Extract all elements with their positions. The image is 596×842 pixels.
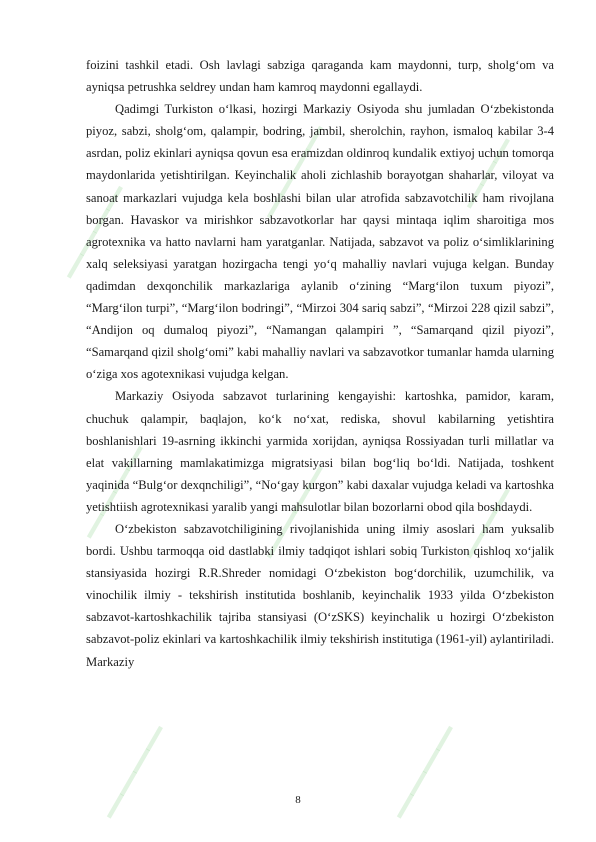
- paragraph-2: Qadimgi Turkiston o‘lkasi, hozirgi Markaziy Osiyoda shu jumladan O‘zbekistonda piyoz, sabzi, sholg‘om, qalampir, bodring, jambil, sherolchin, rayhon, ismaloq kabilar 3-4 asrdan, poliz ekinlari ayniqsa qovun esa eramizdan oldinroq kundalik extiyoj uchun tomorqa maydonlarida yetishtirilgan. Keyinchalik aholi zichlashib borayotgan shaharlar, viloyat va sanoat markazlari vujudga kela boshlashi bilan ular atrofida sabzavotchilik ham rivojlana borgan. Havaskor va mirishkor sabzavotkorlar har qaysi mintaqa iqlim sharoitiga mos agrotexnika va hatto navlarni ham yaratganlar. Natijada, sabzavot va poliz o‘simliklarining xalq seleksiyasi yaratgan hozirgacha tengi yo‘q mahalliy navlari vujuga kelgan. Bunday qadimdan dexqonchilik markazlariga aylanib o‘zining “Marg‘ilon tuxum piyozi”, “Marg‘ilon turpi”, “Marg‘ilon bodringi”, “Mirzoi 304 sariq sabzi”, “Mirzoi 228 qizil sabzi”, “Andijon oq dumaloq piyozi”, “Namangan qalampiri ”, “Samarqand qizil piyozi”, “Samarqand qizil sholg‘omi” kabi mahalliy navlari va sabzavotkor tumanlar hamda ularning o‘ziga xos agotexnikasi vujudga kelgan.: [86, 102, 554, 382]
- watermark-logo: ⎯⎯⎯: [440, 122, 530, 219]
- watermark-logo: ⎯⎯⎯⎯: [370, 709, 473, 829]
- paragraph-3: Markaziy Osiyoda sabzavot turlarining kengayishi: kartoshka, pamidor, karam, chuchuk qalampir, baqlajon, ko‘k no‘xat, rediska, shovul kabilarning yetishtira boshlanishlari 19-asrning ikkinchi yarmida xorijdan, ayniqsa Rossiyadan turli millatlar va elat vakillarning mamlakatimizga migratsiyasi bilan bog‘liq bo‘ldi. Natijada, toshkent yaqinida “Bulg‘or dexqnchiligi”, “No‘gay kurgon” kabi daxalar vujudga keladi va kartoshka yetishtiish agrotexnikasi yaralib yangi mahsulotlar bilan bozorlarni obod qila boshdaydi.: [86, 389, 554, 514]
- watermark-logo: ⎯⎯⎯⎯: [240, 449, 343, 569]
- watermark-logo: ⎯⎯⎯⎯: [240, 109, 343, 229]
- document-body: [86, 54, 554, 673]
- watermark-logo: ⎯⎯⎯⎯: [80, 709, 183, 829]
- paragraph-4: O‘zbekiston sabzavotchiligining rivojlanishida uning ilmiy asoslari ham yuksalib bordi. Ushbu tarmoqqa oid dastlabki ilmiy tadqiqot ishlari sobiq Turkiston qishloq xo‘jalik stansiyasida hozirgi R.R.Shreder nomidagi O‘zbekiston bog‘dorchilik, uzumchilik, va vinochilik ilmiy - tekshirish institutida boshlanib, keyinchalik 1933 yilda O‘zbekiston sabzavot-kartoshkachilik tajriba stansiyasi (O‘zSKS) keyinchalik u hozirgi O‘zbekiston sabzavot-poliz ekinlari va kartoshkachilik ilmiy tekshirish institutiga (1961-yil) aylantiriladi. Markaziy: [86, 521, 554, 669]
- paragraph-1: foizini tashkil etadi. Osh lavlagi sabziga qaraganda kam maydonni, turp, sholg‘om va ayniqsa petrushka seldrey undan ham kamroq maydonni egallaydi.: [86, 58, 554, 95]
- watermark-logo: ⎯⎯⎯⎯: [40, 169, 143, 289]
- watermark-logo: ⎯⎯⎯⎯: [60, 429, 163, 549]
- page-number: 8: [295, 794, 301, 806]
- watermark-logo: ⎯⎯⎯: [440, 472, 530, 569]
